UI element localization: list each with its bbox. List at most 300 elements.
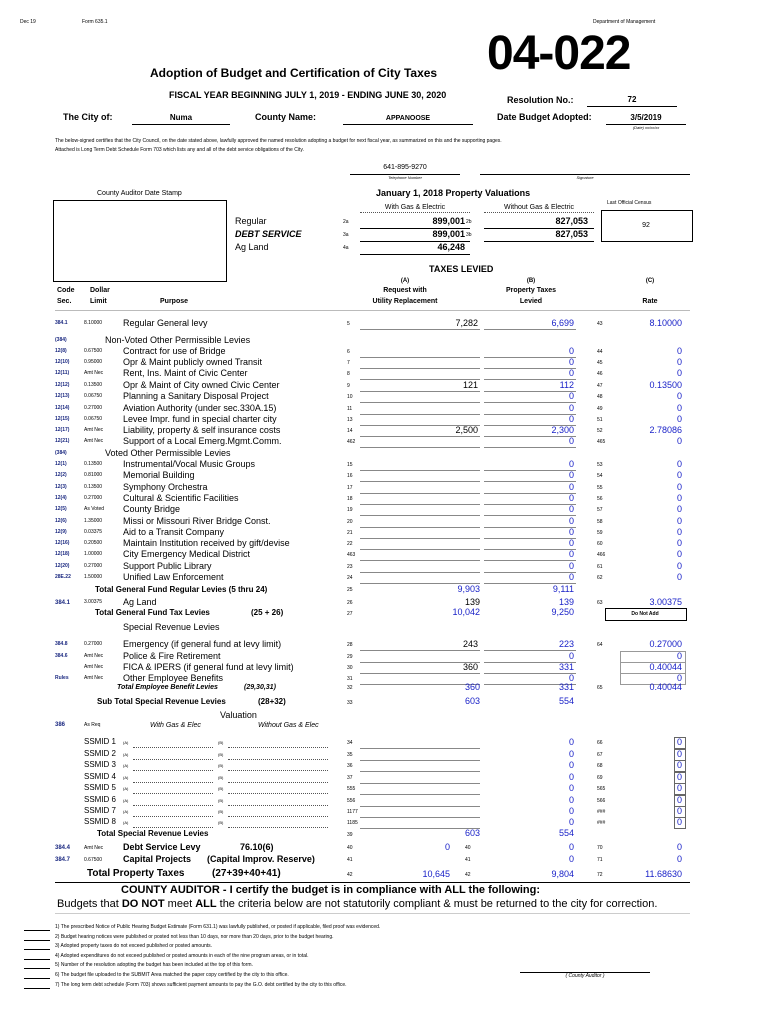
line-number: 71 [597, 857, 603, 863]
ssmid-label: SSMID 2 [84, 749, 117, 758]
request-amount: 2,500 [455, 425, 478, 435]
levy-rate: 0 [676, 504, 682, 514]
ssmid-b-marker: (B) [218, 752, 224, 757]
form-id: Form 635.1 [82, 19, 108, 25]
line-number: 54 [597, 473, 603, 479]
levied-amount: 0 [568, 493, 574, 503]
levy-purpose: Memorial Building [123, 470, 195, 480]
line-number: 31 [347, 676, 353, 682]
levied-amount: 0 [568, 549, 574, 559]
line-number: 465 [597, 439, 606, 445]
dollar-limit: 0.03375 [84, 529, 103, 535]
levy-purpose: Missi or Missouri River Bridge Const. [123, 516, 271, 526]
line-number: 41 [347, 857, 353, 863]
capital-label: Capital Projects [123, 854, 192, 864]
valuation-without-gas: 827,053 [555, 229, 588, 239]
auditor-warning: Budgets that DO NOT meet ALL the criteria below are not statutorily compliant & must be returned to the city for correction. [57, 898, 658, 910]
line-number: 29 [347, 654, 353, 660]
ssmid-b-marker: (B) [218, 740, 224, 745]
dollar-limit: Amt Nec [84, 664, 104, 670]
line-number: 48 [597, 394, 603, 400]
line-number: 33 [347, 700, 353, 706]
line-number: 13 [347, 417, 353, 423]
line-number: 19 [347, 507, 353, 513]
ssmid-rate: 0 [676, 760, 682, 770]
total-special-a: 603 [464, 828, 480, 838]
levy-rate: 0 [676, 516, 682, 526]
levied-amount: 0 [568, 436, 574, 446]
line-number: 67 [597, 752, 603, 758]
total-special-label: Total Special Revenue Levies [97, 829, 209, 838]
certification-line-1: The below-signed certifies that the City Council, on the date stated above, lawfully approved the named resolution adopting a budget for next fiscal year, as summarized on this and the supporting pages. [55, 138, 502, 144]
levy-purpose: Levee Impr. fund in special charter city [123, 414, 277, 424]
capital-sum: (Capital Improv. Reserve) [207, 854, 315, 864]
total-benefits-b: 331 [558, 682, 574, 692]
levy-purpose: Rent, Ins. Maint of Civic Center [123, 368, 248, 378]
line-number: 24 [347, 575, 353, 581]
line-number: 40 [347, 845, 353, 851]
levy-purpose: Symphony Orchestra [123, 482, 208, 492]
levy-rate: 0.40044 [649, 662, 682, 672]
auditor-stamp-label: County Auditor Date Stamp [97, 190, 182, 197]
total-general-b: 9,250 [551, 607, 574, 617]
total-general-a: 10,042 [452, 607, 480, 617]
valuation-label: Ag Land [235, 242, 269, 252]
levy-rate: 0 [676, 538, 682, 548]
levy-purpose: Support of a Local Emerg.Mgmt.Comm. [123, 436, 282, 446]
line-number: 55 [597, 485, 603, 491]
ssmid-rate: 0 [676, 795, 682, 805]
form-number: 04-022 [487, 27, 631, 80]
resolution-label: Resolution No.: [507, 95, 574, 105]
total-property-a: 10,645 [422, 869, 450, 879]
line-number: 27 [347, 611, 353, 617]
code-section: 12(10) [55, 359, 70, 365]
line-number: 25 [347, 587, 353, 593]
levied-amount: 331 [558, 662, 574, 672]
total-property-b: 9,804 [551, 869, 574, 879]
line-number: 26 [347, 600, 353, 606]
line-number: 47 [597, 383, 603, 389]
ssmid-levied: 0 [568, 772, 574, 782]
line-number: 11 [347, 406, 353, 412]
line-number: 3a [343, 232, 349, 238]
levied-amount: 0 [568, 527, 574, 537]
dollar-limit: 0.27000 [84, 495, 103, 501]
valuation-with-gas: 46,248 [437, 242, 465, 252]
line-number: 62 [597, 575, 603, 581]
ssmid-rate: 0 [676, 806, 682, 816]
levy-rate: 0 [676, 414, 682, 424]
request-amount: 7,282 [455, 318, 478, 328]
ssmid-b-marker: (B) [218, 798, 224, 803]
line-number: 70 [597, 845, 603, 851]
date-hint: (Date) xx/xx/xx [632, 125, 660, 130]
line-number: 53 [597, 462, 603, 468]
total-special-b: 554 [558, 828, 574, 838]
ssmid-label: SSMID 3 [84, 760, 117, 769]
line-number: 39 [347, 832, 353, 838]
levy-purpose: City Emergency Medical District [123, 549, 251, 559]
ssmid-b-marker: (B) [218, 809, 224, 814]
dollar-limit: 0.13500 [84, 484, 103, 490]
levied-amount: 0 [568, 482, 574, 492]
subtotal-special-b: 554 [558, 696, 574, 706]
code-header-1: Code [57, 287, 75, 294]
code-section: 384.6 [55, 653, 68, 659]
total-benefits-label: Total Employee Benefit Levies [117, 684, 218, 691]
total-property-label: Total Property Taxes [87, 868, 185, 879]
levied-amount: 112 [559, 380, 574, 390]
levy-purpose: Unified Law Enforcement [123, 572, 224, 582]
ag-code: 384.1 [55, 600, 71, 606]
line-number: 34 [347, 740, 353, 746]
levied-amount: 223 [558, 639, 574, 649]
ssmid-levied: 0 [568, 737, 574, 747]
limit-header-1: Dollar [90, 287, 110, 294]
dollar-limit: 1.00000 [84, 551, 103, 557]
line-number: 10 [347, 394, 353, 400]
levy-rate: 0.13500 [649, 380, 682, 390]
levied-amount: 0 [568, 504, 574, 514]
levied-amount: 0 [568, 651, 574, 661]
total-benefits-rate: 0.40044 [649, 682, 682, 692]
line-number: 52 [597, 428, 603, 434]
levied-amount: 0 [568, 357, 574, 367]
line-number: 35 [347, 752, 353, 758]
valuation-without-gas: 827,053 [555, 216, 588, 226]
code-section: 12(18) [55, 551, 70, 557]
line-number: 14 [347, 428, 353, 434]
levy-purpose: Voted Other Permissible Levies [105, 448, 231, 458]
levy-rate: 0 [676, 673, 682, 683]
ag-land-rate: 3.00375 [649, 597, 682, 607]
dollar-limit: 1.50000 [84, 574, 103, 580]
line-number: 66 [597, 740, 603, 746]
line-number: 61 [597, 564, 603, 570]
fiscal-year: FISCAL YEAR BEGINNING JULY 1, 2019 - ENDING JUNE 30, 2020 [169, 90, 447, 100]
code-section: 12(15) [55, 416, 70, 422]
line-number: ### [597, 809, 606, 815]
code-section: 12(4) [55, 495, 67, 501]
levy-purpose: Regular General levy [123, 318, 208, 328]
levy-rate: 0 [676, 459, 682, 469]
line-number: 37 [347, 775, 353, 781]
line-number: 42 [347, 872, 353, 878]
code-section: 12(1) [55, 461, 67, 467]
levied-amount: 0 [568, 673, 574, 683]
telephone-number: 641-895-9270 [383, 164, 427, 171]
line-number: 2b [466, 219, 472, 225]
ssmid-a-marker: (A) [123, 820, 129, 825]
ssmid-a-marker: (A) [123, 798, 129, 803]
line-number: 18 [347, 496, 353, 502]
levied-amount: 0 [568, 346, 574, 356]
dollar-limit: Amt Nec [84, 370, 104, 376]
ssmid-limit: As Req [84, 722, 101, 728]
col-b-label-2: Levied [519, 298, 543, 305]
levy-purpose: Aviation Authority (under sec.330A.15) [123, 403, 277, 413]
signature-label: Signature [576, 175, 594, 180]
line-number: 466 [597, 552, 606, 558]
line-number: 6 [347, 349, 350, 355]
line-number: 1177 [347, 809, 358, 815]
auditor-signature-label: ( County Auditor ) [565, 973, 605, 979]
line-number: 58 [597, 519, 603, 525]
levy-rate: 0 [676, 403, 682, 413]
dollar-limit: 0.27000 [84, 405, 103, 411]
subtotal-special-a: 603 [464, 696, 480, 706]
dollar-limit: 8.10000 [84, 320, 103, 326]
code-section: 384.8 [55, 641, 68, 647]
line-number: 59 [597, 530, 603, 536]
levy-rate: 0 [676, 482, 682, 492]
line-number: 65 [597, 685, 603, 691]
dollar-limit: Amt Nec [84, 675, 104, 681]
ssmid-a-marker: (A) [123, 752, 129, 757]
code-section: 12(11) [55, 370, 70, 376]
valuation-label: Valuation [220, 710, 257, 720]
levy-rate: 0 [676, 561, 682, 571]
col-b-letter: (B) [526, 278, 536, 284]
levy-purpose: Other Employee Benefits [123, 673, 224, 683]
debt-rate: 0 [676, 842, 682, 852]
county-name: APPANOOSE [385, 115, 431, 122]
ssmid-label: SSMID 8 [84, 817, 117, 826]
dollar-limit: 0.67500 [84, 348, 103, 354]
levy-rate: 0 [676, 572, 682, 582]
department: Department of Management [593, 19, 656, 25]
ssmid-rate: 0 [676, 772, 682, 782]
ssmid-rate: 0 [676, 737, 682, 747]
dollar-limit: 1.35000 [84, 518, 103, 524]
code-section: 12(13) [55, 393, 70, 399]
dollar-limit: Amt Nec [84, 653, 104, 659]
request-amount: 121 [462, 380, 478, 390]
line-number: 44 [597, 349, 603, 355]
line-number: 17 [347, 485, 353, 491]
line-number: 3b [466, 232, 472, 238]
levy-rate: 0 [676, 346, 682, 356]
city-label: The City of: [63, 112, 113, 122]
ssmid-a-marker: (A) [123, 809, 129, 814]
purpose-header: Purpose [160, 298, 189, 305]
levied-amount: 0 [568, 459, 574, 469]
line-number: 36 [347, 763, 353, 769]
line-number: 22 [347, 541, 353, 547]
ssmid-levied: 0 [568, 817, 574, 827]
with-gas-header: With Gas & Electric [384, 204, 446, 211]
line-number: 566 [597, 798, 606, 804]
levy-rate: 8.10000 [649, 318, 682, 328]
ssmid-b-marker: (B) [218, 763, 224, 768]
total-property-rate: 11.68630 [645, 869, 682, 879]
line-number: 30 [347, 665, 353, 671]
col-a-label-1: Request with [383, 287, 427, 294]
code-section: 12(2) [55, 472, 67, 478]
levy-rate: 0 [676, 651, 682, 661]
line-number: 7 [347, 360, 350, 366]
ssmid-b-marker: (B) [218, 820, 224, 825]
levy-purpose: Planning a Sanitary Disposal Project [123, 391, 269, 401]
total-property-sum: (27+39+40+41) [212, 868, 281, 879]
telephone-label: Telephone Number [388, 175, 422, 180]
ssmid-levied: 0 [568, 760, 574, 770]
valuation-label: Regular [235, 216, 267, 226]
census-value: 92 [642, 222, 650, 229]
line-number: 43 [597, 321, 603, 327]
form-date: Dec 19 [20, 19, 36, 25]
request-amount: 360 [462, 662, 478, 672]
auditor-stamp-box [53, 200, 227, 282]
line-number: 556 [347, 798, 356, 804]
levy-purpose: Non-Voted Other Permissible Levies [105, 335, 251, 345]
ag-land-label: Ag Land [123, 597, 157, 607]
line-number: 8 [347, 371, 350, 377]
line-number: 41 [465, 857, 471, 863]
code-section: Rules [55, 675, 69, 681]
total-regular-a: 9,903 [457, 584, 480, 594]
levy-rate: 0 [676, 391, 682, 401]
ag-limit: 3.00375 [84, 599, 103, 605]
line-number: 45 [597, 360, 603, 366]
subtotal-special-label: Sub Total Special Revenue Levies [97, 697, 226, 706]
ssmid-a-marker: (A) [123, 786, 129, 791]
dollar-limit: As Voted [84, 506, 105, 512]
code-section: 28E.22 [55, 574, 71, 580]
ssmid-levied: 0 [568, 795, 574, 805]
line-number: 51 [597, 417, 603, 423]
line-number: 72 [597, 872, 603, 878]
col-c-letter: (C) [645, 278, 655, 284]
debt-sum: 76.10(6) [240, 842, 274, 852]
levy-purpose: Cultural & Scientific Facilities [123, 493, 239, 503]
levy-rate: 0 [676, 436, 682, 446]
valuations-title: January 1, 2018 Property Valuations [376, 188, 531, 198]
code-section: 12(20) [55, 563, 70, 569]
code-section: 12(12) [55, 382, 70, 388]
subtotal-special-sum: (28+32) [258, 697, 286, 706]
dollar-limit: 0.27000 [84, 563, 103, 569]
dollar-limit: Amt Nec [84, 438, 104, 444]
col-b-label-1: Property Taxes [505, 287, 557, 294]
code-section: (384) [55, 450, 67, 456]
levied-amount: 0 [568, 516, 574, 526]
line-number: 462 [347, 439, 356, 445]
col-a-letter: (A) [400, 278, 410, 284]
code-section: 12(9) [55, 529, 67, 535]
taxes-levied-title: TAXES LEVIED [429, 264, 494, 274]
levy-rate: 0 [676, 527, 682, 537]
levied-amount: 2,300 [551, 425, 574, 435]
ssmid-rate: 0 [676, 749, 682, 759]
special-revenue-label: Special Revenue Levies [123, 622, 220, 632]
date-adopted-label: Date Budget Adopted: [497, 112, 592, 122]
line-number: 69 [597, 775, 603, 781]
dollar-limit: 0.27000 [84, 641, 103, 647]
line-number: 20 [347, 519, 353, 525]
checklist-item: 4) Adopted expenditures do not exceed published or posted amounts in each of the nine program areas, or in total. [55, 952, 309, 959]
line-number: 56 [597, 496, 603, 502]
form-title: Adoption of Budget and Certification of City Taxes [150, 66, 438, 80]
resolution-number: 72 [627, 95, 637, 104]
ssmid-label: SSMID 1 [84, 737, 117, 746]
levied-amount: 0 [568, 470, 574, 480]
line-number: 42 [465, 872, 471, 878]
line-number: 555 [347, 786, 356, 792]
dollar-limit: 0.06750 [84, 416, 103, 422]
line-number: 57 [597, 507, 603, 513]
total-general-label: Total General Fund Tax Levies [95, 608, 210, 617]
code-section: 12(5) [55, 506, 67, 512]
ssmid-a-marker: (A) [123, 763, 129, 768]
code-section: 12(14) [55, 405, 70, 411]
line-number: 68 [597, 763, 603, 769]
total-benefits-sum: (29,30,31) [244, 684, 276, 691]
dollar-limit: 0.81000 [84, 472, 103, 478]
debt-label: Debt Service Levy [123, 842, 201, 852]
debt-b: 0 [568, 842, 574, 852]
ssmid-b-marker: (B) [218, 786, 224, 791]
ssmid-code: 386 [55, 722, 66, 728]
valuation-with-gas: 899,001 [432, 229, 465, 239]
ssmid-label: SSMID 5 [84, 783, 117, 792]
total-benefits-a: 360 [464, 682, 480, 692]
levy-rate: 0 [676, 549, 682, 559]
checklist-item: 2) Budget hearing notices were published or posted not less than 10 days, nor more than 20 days, prior to the budget hearing. [55, 933, 334, 940]
valuation-with-gas: 899,001 [432, 216, 465, 226]
total-regular-b: 9,111 [552, 584, 574, 594]
do-not-add-note: Do Not Add [631, 611, 659, 617]
line-number: 63 [597, 600, 603, 606]
levy-rate: 0 [676, 357, 682, 367]
levy-purpose: Emergency (if general fund at levy limit) [123, 639, 282, 649]
dollar-limit: 0.95000 [84, 359, 103, 365]
census-label: Last Official Census [607, 200, 652, 206]
ag-land-b: 139 [558, 597, 574, 607]
levied-amount: 6,699 [551, 318, 574, 328]
code-section: 384.1 [55, 320, 68, 326]
total-general-sum: (25 + 26) [251, 608, 284, 617]
line-number: 23 [347, 564, 353, 570]
dollar-limit: Amt Nec [84, 427, 104, 433]
dollar-limit: 0.20500 [84, 540, 103, 546]
levied-amount: 0 [568, 572, 574, 582]
ssmid-rate: 0 [676, 817, 682, 827]
debt-a: 0 [444, 842, 450, 852]
line-number: ### [597, 820, 606, 826]
levied-amount: 0 [568, 414, 574, 424]
ssmid-label: SSMID 6 [84, 795, 117, 804]
ssmid-a-marker: (A) [123, 740, 129, 745]
without-gas-header: Without Gas & Electric [503, 204, 575, 211]
line-number: 15 [347, 462, 353, 468]
levy-purpose: Opr & Maint publicly owned Transit [123, 357, 263, 367]
checklist-item: 7) The long term debt schedule (Form 703) shows sufficient payment amounts to pay the G.O. debt certified by the city to this office. [55, 981, 347, 988]
levy-purpose: Aid to a Transit Company [123, 527, 225, 537]
ssmid-rate: 0 [676, 783, 682, 793]
levy-rate: 0 [676, 470, 682, 480]
date-adopted: 3/5/2019 [630, 113, 662, 122]
code-header-2: Sec. [57, 298, 72, 305]
col-a-label-2: Utility Replacement [372, 298, 438, 305]
levied-amount: 0 [568, 561, 574, 571]
ssmid-without-header: Without Gas & Elec [258, 722, 319, 729]
ssmid-levied: 0 [568, 783, 574, 793]
dollar-limit: 0.06750 [84, 393, 103, 399]
line-number: 5 [347, 321, 350, 327]
code-section: 12(6) [55, 518, 67, 524]
